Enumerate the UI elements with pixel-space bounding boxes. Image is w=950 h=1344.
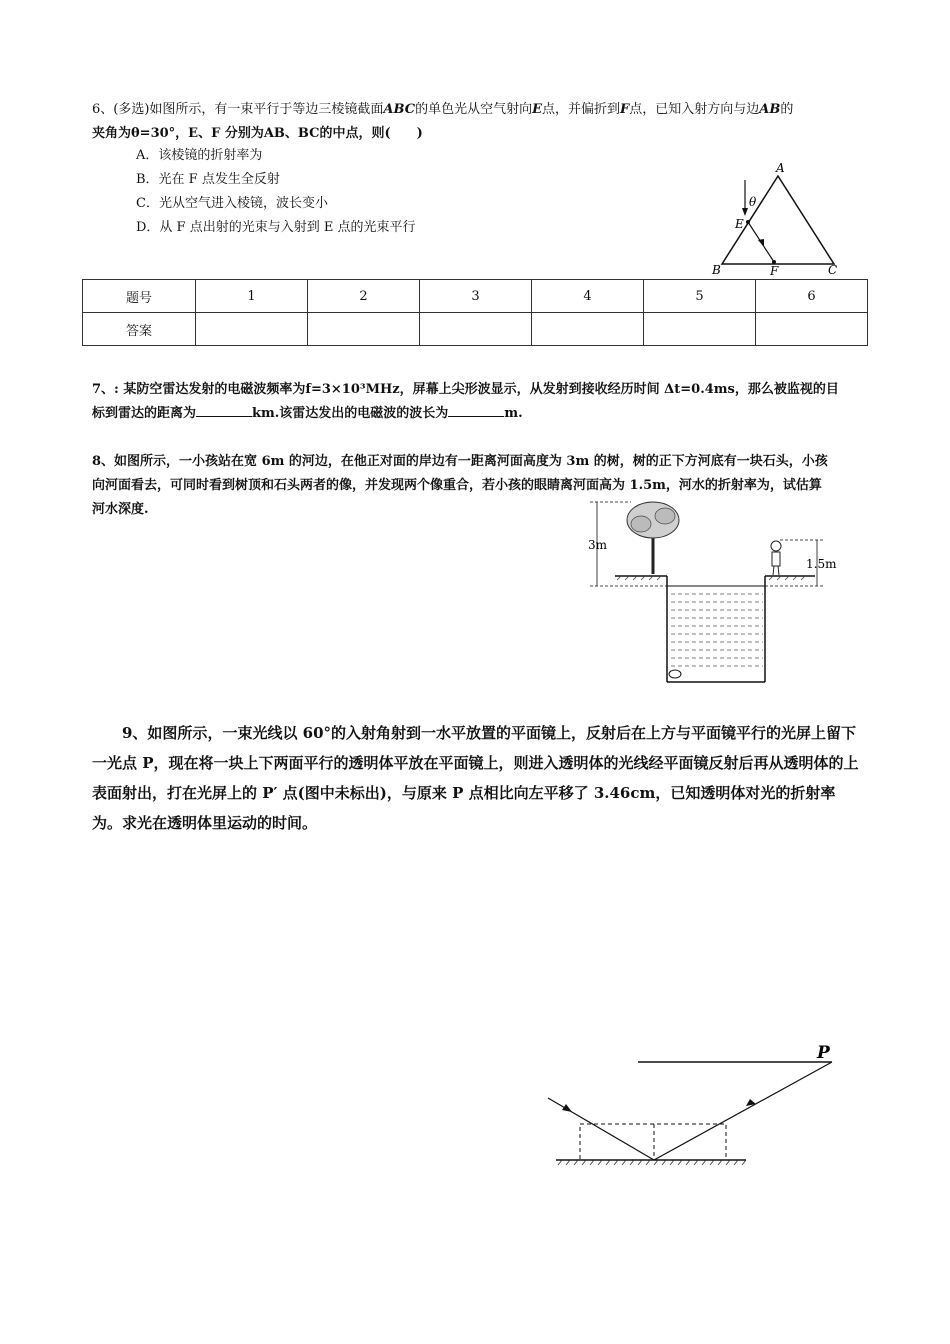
number-cell: 4 xyxy=(532,280,644,313)
q7-line2: 标到雷达的距离为 km.该雷达发出的电磁波的波长为 m. xyxy=(92,402,862,426)
reflected-ray xyxy=(654,1062,832,1160)
label-p: P xyxy=(817,1043,830,1063)
mirror-figure xyxy=(540,1038,840,1170)
water-dashes xyxy=(671,594,763,666)
q8-line2: 向河面看去，可同时看到树顶和石头两者的像，并发现两个像重合，若小孩的眼睛离河面高为 1.5m，河水的折射率为，试估算 xyxy=(92,478,822,493)
answer-cell[interactable] xyxy=(532,313,644,346)
point-e xyxy=(746,220,750,224)
q7-line1: 7、: 某防空雷达发射的电磁波频率为f=3×10³MHz，屏幕上尖形波显示，从发射到接收经历时间 Δt=0.4ms，那么被监视的目 xyxy=(92,382,839,397)
number-cell: 1 xyxy=(196,280,308,313)
q9-text: 9、如图所示，一束光线以 60°的入射角射到一水平放置的平面镜上，反射后在上方与平面镜平行的光屏上留下一光点 P，现在将一块上下两面平行的透明体平放在平面镜上，则进入透明体的光线经平面镜反射后再从透明体的上表面射出，打在光屏上的 P′ 点(图中未标出)，与原来 P 点相比向左平移了 3.46cm，已知透明体对光的折射率为。求光在透明体里运动的时间。 xyxy=(92,724,859,832)
q6-option-a: A．该棱镜的折射率为 xyxy=(136,148,263,163)
prism-figure xyxy=(700,158,860,280)
q8-line3: 河水深度. xyxy=(92,502,149,517)
answer-cell[interactable] xyxy=(644,313,756,346)
label-f: F xyxy=(770,264,779,278)
label-theta: θ xyxy=(749,195,757,209)
header-label-cell: 题号 xyxy=(83,280,196,313)
number-cell: 5 xyxy=(644,280,756,313)
label-3m: 3m xyxy=(588,538,608,552)
tree-icon xyxy=(627,502,679,574)
q7-blank-1[interactable] xyxy=(196,402,252,417)
q6-text xyxy=(92,98,862,146)
q6-line2: 夹角为θ=30°，E、F 分别为AB、BC的中点，则( ) xyxy=(92,126,423,141)
stone xyxy=(669,670,681,678)
number-cell: 3 xyxy=(420,280,532,313)
answer-cell[interactable] xyxy=(756,313,868,346)
q6-option-b: B．光在 F 点发生全反射 xyxy=(136,172,280,187)
child-icon xyxy=(771,541,781,575)
answer-cell[interactable] xyxy=(196,313,308,346)
q7-text xyxy=(92,378,862,426)
label-e: E xyxy=(735,217,744,231)
label-c: C xyxy=(828,263,838,277)
answer-cell[interactable] xyxy=(420,313,532,346)
incident-arrow-icon xyxy=(562,1104,572,1112)
river-figure xyxy=(585,496,855,688)
answer-table xyxy=(82,279,868,346)
q6-option-d: D．从 F 点出射的光束与入射到 E 点的光束平行 xyxy=(136,220,416,235)
number-cell: 6 xyxy=(756,280,868,313)
answer-table-header-row xyxy=(83,280,868,313)
refracted-arrow-icon xyxy=(758,239,764,247)
label-b: B xyxy=(712,263,721,277)
number-cell: 2 xyxy=(308,280,420,313)
incident-arrow-icon xyxy=(742,208,748,216)
label-a: A xyxy=(776,161,785,175)
q6-option-c: C．光从空气进入棱镜，波长变小 xyxy=(136,196,328,211)
q6-line1: 6、(多选)如图所示，有一束平行于等边三棱镜截面ABC的单色光从空气射向E点，并偏折到F点，已知入射方向与边AB的 xyxy=(92,102,794,117)
answer-cell[interactable] xyxy=(308,313,420,346)
q7-blank-2[interactable] xyxy=(448,402,504,417)
answer-label-cell: 答案 xyxy=(83,313,196,346)
answer-table-answer-row xyxy=(83,313,868,346)
label-1p5m: 1.5m xyxy=(806,557,837,571)
q8-line1: 8、如图所示，一小孩站在宽 6m 的河边，在他正对面的岸边有一距离河面高度为 3m 的树，树的正下方河底有一块石头，小孩 xyxy=(92,454,828,469)
